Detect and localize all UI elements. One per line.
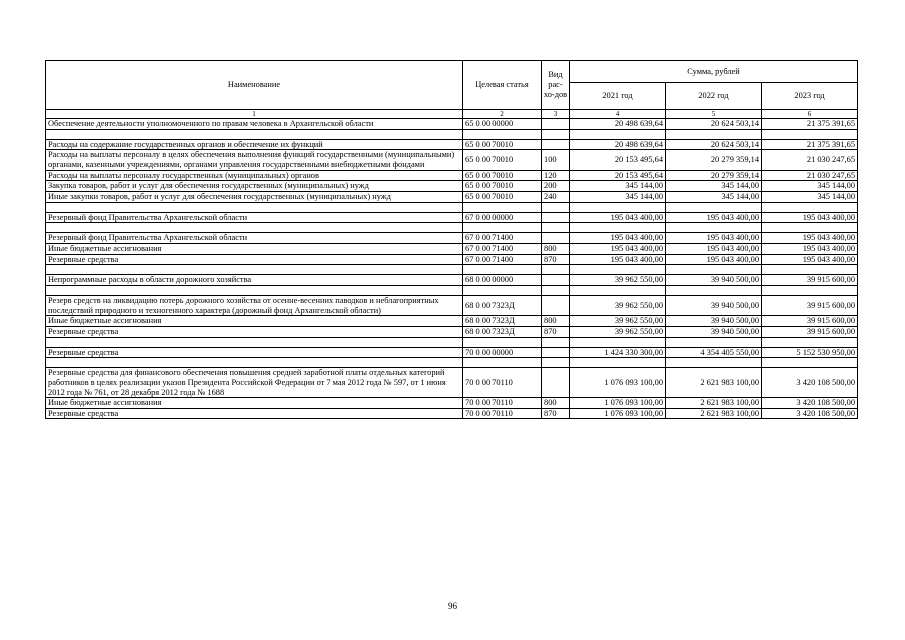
table-row xyxy=(46,398,858,409)
row-amount-2022: 195 043 400,00 xyxy=(666,233,762,244)
table-row xyxy=(46,191,858,202)
row-amount-2021 xyxy=(570,223,666,233)
row-expense-type xyxy=(542,212,570,223)
row-expense-type: 240 xyxy=(542,191,570,202)
row-amount-2021: 20 498 639,64 xyxy=(570,139,666,150)
row-amount-2023 xyxy=(762,223,858,233)
row-name: Непрограммные расходы в области дорожного хозяйства xyxy=(46,275,463,286)
row-amount-2022: 39 940 500,00 xyxy=(666,326,762,337)
row-amount-2021: 195 043 400,00 xyxy=(570,243,666,254)
row-target-article: 70 0 00 00000 xyxy=(463,347,542,358)
table-row xyxy=(46,368,858,398)
row-expense-type xyxy=(542,119,570,130)
row-name: Закупка товаров, работ и услуг для обеспечения государственных (муниципальных) нужд xyxy=(46,181,463,192)
row-name: Резервные средства xyxy=(46,254,463,265)
row-name: Расходы на выплаты персоналу в целях обеспечения выполнения функций государственными (муниципальными) органами, казенными учреждениями, органами управления государственными внебюджетными фондами xyxy=(46,150,463,170)
header-year-2023: 2023 год xyxy=(762,83,858,110)
row-expense-type: 870 xyxy=(542,408,570,419)
row-target-article: 65 0 00 70010 xyxy=(463,150,542,170)
row-expense-type: 870 xyxy=(542,326,570,337)
row-amount-2023: 3 420 108 500,00 xyxy=(762,408,858,419)
row-amount-2021: 195 043 400,00 xyxy=(570,254,666,265)
row-name xyxy=(46,337,463,347)
row-expense-type: 870 xyxy=(542,254,570,265)
table-row xyxy=(46,119,858,130)
row-amount-2021: 20 153 495,64 xyxy=(570,170,666,181)
row-amount-2022: 195 043 400,00 xyxy=(666,254,762,265)
table-row xyxy=(46,150,858,170)
header-sum: Сумма, рублей xyxy=(570,61,858,83)
table-row xyxy=(46,233,858,244)
row-amount-2021 xyxy=(570,202,666,212)
spacer-row xyxy=(46,265,858,275)
row-target-article: 65 0 00 70010 xyxy=(463,170,542,181)
row-expense-type xyxy=(542,202,570,212)
row-amount-2021: 195 043 400,00 xyxy=(570,212,666,223)
table-row xyxy=(46,254,858,265)
row-expense-type xyxy=(542,295,570,315)
row-amount-2021: 39 962 550,00 xyxy=(570,326,666,337)
row-amount-2021: 195 043 400,00 xyxy=(570,233,666,244)
row-target-article xyxy=(463,337,542,347)
row-name: Расходы на выплаты персоналу государственных (муниципальных) органов xyxy=(46,170,463,181)
row-target-article xyxy=(463,285,542,295)
row-target-article: 65 0 00 70010 xyxy=(463,181,542,192)
row-amount-2022: 345 144,00 xyxy=(666,181,762,192)
row-amount-2021 xyxy=(570,285,666,295)
row-amount-2022 xyxy=(666,358,762,368)
row-target-article: 67 0 00 00000 xyxy=(463,212,542,223)
row-amount-2021: 20 153 495,64 xyxy=(570,150,666,170)
row-amount-2022 xyxy=(666,129,762,139)
row-expense-type: 800 xyxy=(542,316,570,327)
row-amount-2022: 39 940 500,00 xyxy=(666,275,762,286)
row-expense-type: 800 xyxy=(542,398,570,409)
row-expense-type xyxy=(542,285,570,295)
spacer-row xyxy=(46,223,858,233)
row-target-article: 70 0 00 70110 xyxy=(463,398,542,409)
row-amount-2023: 39 915 600,00 xyxy=(762,316,858,327)
row-target-article: 68 0 00 7323Д xyxy=(463,326,542,337)
row-name: Иные бюджетные ассигнования xyxy=(46,316,463,327)
row-amount-2023: 5 152 530 950,00 xyxy=(762,347,858,358)
column-number: 5 xyxy=(666,110,762,119)
row-amount-2023: 21 375 391,65 xyxy=(762,119,858,130)
row-expense-type xyxy=(542,368,570,398)
table-row xyxy=(46,295,858,315)
row-name: Резервные средства xyxy=(46,326,463,337)
row-amount-2022: 20 624 503,14 xyxy=(666,139,762,150)
row-expense-type: 120 xyxy=(542,170,570,181)
row-amount-2022: 4 354 405 550,00 xyxy=(666,347,762,358)
column-number: 3 xyxy=(542,110,570,119)
row-target-article xyxy=(463,202,542,212)
row-name: Резервный фонд Правительства Архангельской области xyxy=(46,212,463,223)
row-amount-2023 xyxy=(762,285,858,295)
row-expense-type: 200 xyxy=(542,181,570,192)
table-row xyxy=(46,181,858,192)
row-amount-2021: 39 962 550,00 xyxy=(570,316,666,327)
row-name xyxy=(46,265,463,275)
row-amount-2023: 39 915 600,00 xyxy=(762,275,858,286)
row-amount-2021: 39 962 550,00 xyxy=(570,275,666,286)
row-expense-type xyxy=(542,233,570,244)
row-amount-2021 xyxy=(570,358,666,368)
row-amount-2022: 20 279 359,14 xyxy=(666,150,762,170)
row-name: Резервный фонд Правительства Архангельской области xyxy=(46,233,463,244)
row-amount-2023: 195 043 400,00 xyxy=(762,254,858,265)
row-amount-2021: 20 498 639,64 xyxy=(570,119,666,130)
table-body xyxy=(46,119,858,419)
row-target-article xyxy=(463,265,542,275)
row-name: Расходы на содержание государственных органов и обеспечение их функций xyxy=(46,139,463,150)
row-amount-2022: 39 940 500,00 xyxy=(666,316,762,327)
row-amount-2022: 345 144,00 xyxy=(666,191,762,202)
column-number: 2 xyxy=(463,110,542,119)
table-row xyxy=(46,170,858,181)
row-amount-2023 xyxy=(762,337,858,347)
header-name: Наименование xyxy=(46,61,463,110)
table-row xyxy=(46,347,858,358)
table-row xyxy=(46,139,858,150)
row-amount-2023: 39 915 600,00 xyxy=(762,295,858,315)
row-amount-2023: 345 144,00 xyxy=(762,181,858,192)
row-name: Иные бюджетные ассигнования xyxy=(46,243,463,254)
row-amount-2022: 2 621 983 100,00 xyxy=(666,408,762,419)
table-row xyxy=(46,275,858,286)
row-target-article: 65 0 00 00000 xyxy=(463,119,542,130)
row-name xyxy=(46,223,463,233)
row-amount-2021: 1 076 093 100,00 xyxy=(570,368,666,398)
row-name xyxy=(46,202,463,212)
table-row xyxy=(46,316,858,327)
row-name xyxy=(46,129,463,139)
row-amount-2022 xyxy=(666,285,762,295)
row-amount-2021: 1 424 330 300,00 xyxy=(570,347,666,358)
column-number: 4 xyxy=(570,110,666,119)
spacer-row xyxy=(46,358,858,368)
row-target-article xyxy=(463,358,542,368)
row-name: Резервные средства xyxy=(46,347,463,358)
header-year-2022: 2022 год xyxy=(666,83,762,110)
row-name: Иные закупки товаров, работ и услуг для обеспечения государственных (муниципальных) нужд xyxy=(46,191,463,202)
row-amount-2023: 345 144,00 xyxy=(762,191,858,202)
row-amount-2022: 20 624 503,14 xyxy=(666,119,762,130)
row-target-article: 67 0 00 71400 xyxy=(463,243,542,254)
row-target-article xyxy=(463,129,542,139)
row-amount-2022: 2 621 983 100,00 xyxy=(666,398,762,409)
header-target-article: Целевая статья xyxy=(463,61,542,110)
row-expense-type xyxy=(542,139,570,150)
row-name: Резервные средства xyxy=(46,408,463,419)
row-amount-2022: 2 621 983 100,00 xyxy=(666,368,762,398)
row-name: Иные бюджетные ассигнования xyxy=(46,398,463,409)
row-target-article: 68 0 00 7323Д xyxy=(463,295,542,315)
row-target-article xyxy=(463,223,542,233)
row-amount-2023: 21 375 391,65 xyxy=(762,139,858,150)
table-row xyxy=(46,326,858,337)
row-amount-2022 xyxy=(666,202,762,212)
row-name: Резерв средств на ликвидацию потерь дорожного хозяйства от осенне-весенних паводков и неблагоприятных последствий природного и техногенного характера (дорожный фонд Архангельской области) xyxy=(46,295,463,315)
row-amount-2023: 39 915 600,00 xyxy=(762,326,858,337)
row-amount-2023: 21 030 247,65 xyxy=(762,150,858,170)
row-target-article: 67 0 00 71400 xyxy=(463,233,542,244)
row-amount-2023 xyxy=(762,358,858,368)
row-expense-type xyxy=(542,129,570,139)
row-expense-type: 100 xyxy=(542,150,570,170)
column-number: 6 xyxy=(762,110,858,119)
page-number: 96 xyxy=(448,601,457,611)
row-amount-2023: 195 043 400,00 xyxy=(762,243,858,254)
row-target-article: 68 0 00 00000 xyxy=(463,275,542,286)
header-expense-type: Вид рас-хо-дов xyxy=(542,61,570,110)
row-amount-2022 xyxy=(666,223,762,233)
row-amount-2021: 345 144,00 xyxy=(570,191,666,202)
row-amount-2022 xyxy=(666,337,762,347)
row-name: Обеспечение деятельности уполномоченного по правам человека в Архангельской области xyxy=(46,119,463,130)
row-target-article: 70 0 00 70110 xyxy=(463,368,542,398)
row-amount-2023 xyxy=(762,265,858,275)
row-amount-2021: 345 144,00 xyxy=(570,181,666,192)
table-row xyxy=(46,243,858,254)
spacer-row xyxy=(46,337,858,347)
row-amount-2022 xyxy=(666,265,762,275)
row-amount-2022: 39 940 500,00 xyxy=(666,295,762,315)
row-amount-2023: 195 043 400,00 xyxy=(762,233,858,244)
spacer-row xyxy=(46,285,858,295)
row-amount-2023: 3 420 108 500,00 xyxy=(762,398,858,409)
row-expense-type xyxy=(542,265,570,275)
row-target-article: 68 0 00 7323Д xyxy=(463,316,542,327)
row-expense-type xyxy=(542,275,570,286)
row-name: Резервные средства для финансового обеспечения повышения средней заработной платы отдельных категорий работников в целях реализации указов Президента Российской Федерации от 7 мая 2012 года № 597, от 1 июня 2012 года № 761, от 28 декабря 2012 года № 1688 xyxy=(46,368,463,398)
row-expense-type xyxy=(542,347,570,358)
row-amount-2023: 3 420 108 500,00 xyxy=(762,368,858,398)
row-expense-type xyxy=(542,223,570,233)
row-amount-2022: 20 279 359,14 xyxy=(666,170,762,181)
row-amount-2023: 195 043 400,00 xyxy=(762,212,858,223)
row-amount-2023 xyxy=(762,129,858,139)
row-target-article: 70 0 00 70110 xyxy=(463,408,542,419)
row-name xyxy=(46,285,463,295)
row-expense-type: 800 xyxy=(542,243,570,254)
column-number: 1 xyxy=(46,110,463,119)
table-header xyxy=(46,61,858,119)
row-amount-2021: 39 962 550,00 xyxy=(570,295,666,315)
header-year-2021: 2021 год xyxy=(570,83,666,110)
row-target-article: 65 0 00 70010 xyxy=(463,139,542,150)
row-amount-2022: 195 043 400,00 xyxy=(666,243,762,254)
row-target-article: 65 0 00 70010 xyxy=(463,191,542,202)
row-amount-2021: 1 076 093 100,00 xyxy=(570,408,666,419)
table-row xyxy=(46,408,858,419)
row-amount-2022: 195 043 400,00 xyxy=(666,212,762,223)
budget-table xyxy=(45,60,858,419)
row-amount-2021 xyxy=(570,129,666,139)
spacer-row xyxy=(46,129,858,139)
row-expense-type xyxy=(542,337,570,347)
row-amount-2023 xyxy=(762,202,858,212)
row-amount-2021 xyxy=(570,337,666,347)
table-row xyxy=(46,212,858,223)
row-amount-2021 xyxy=(570,265,666,275)
row-name xyxy=(46,358,463,368)
row-amount-2023: 21 030 247,65 xyxy=(762,170,858,181)
row-expense-type xyxy=(542,358,570,368)
spacer-row xyxy=(46,202,858,212)
row-amount-2021: 1 076 093 100,00 xyxy=(570,398,666,409)
row-target-article: 67 0 00 71400 xyxy=(463,254,542,265)
